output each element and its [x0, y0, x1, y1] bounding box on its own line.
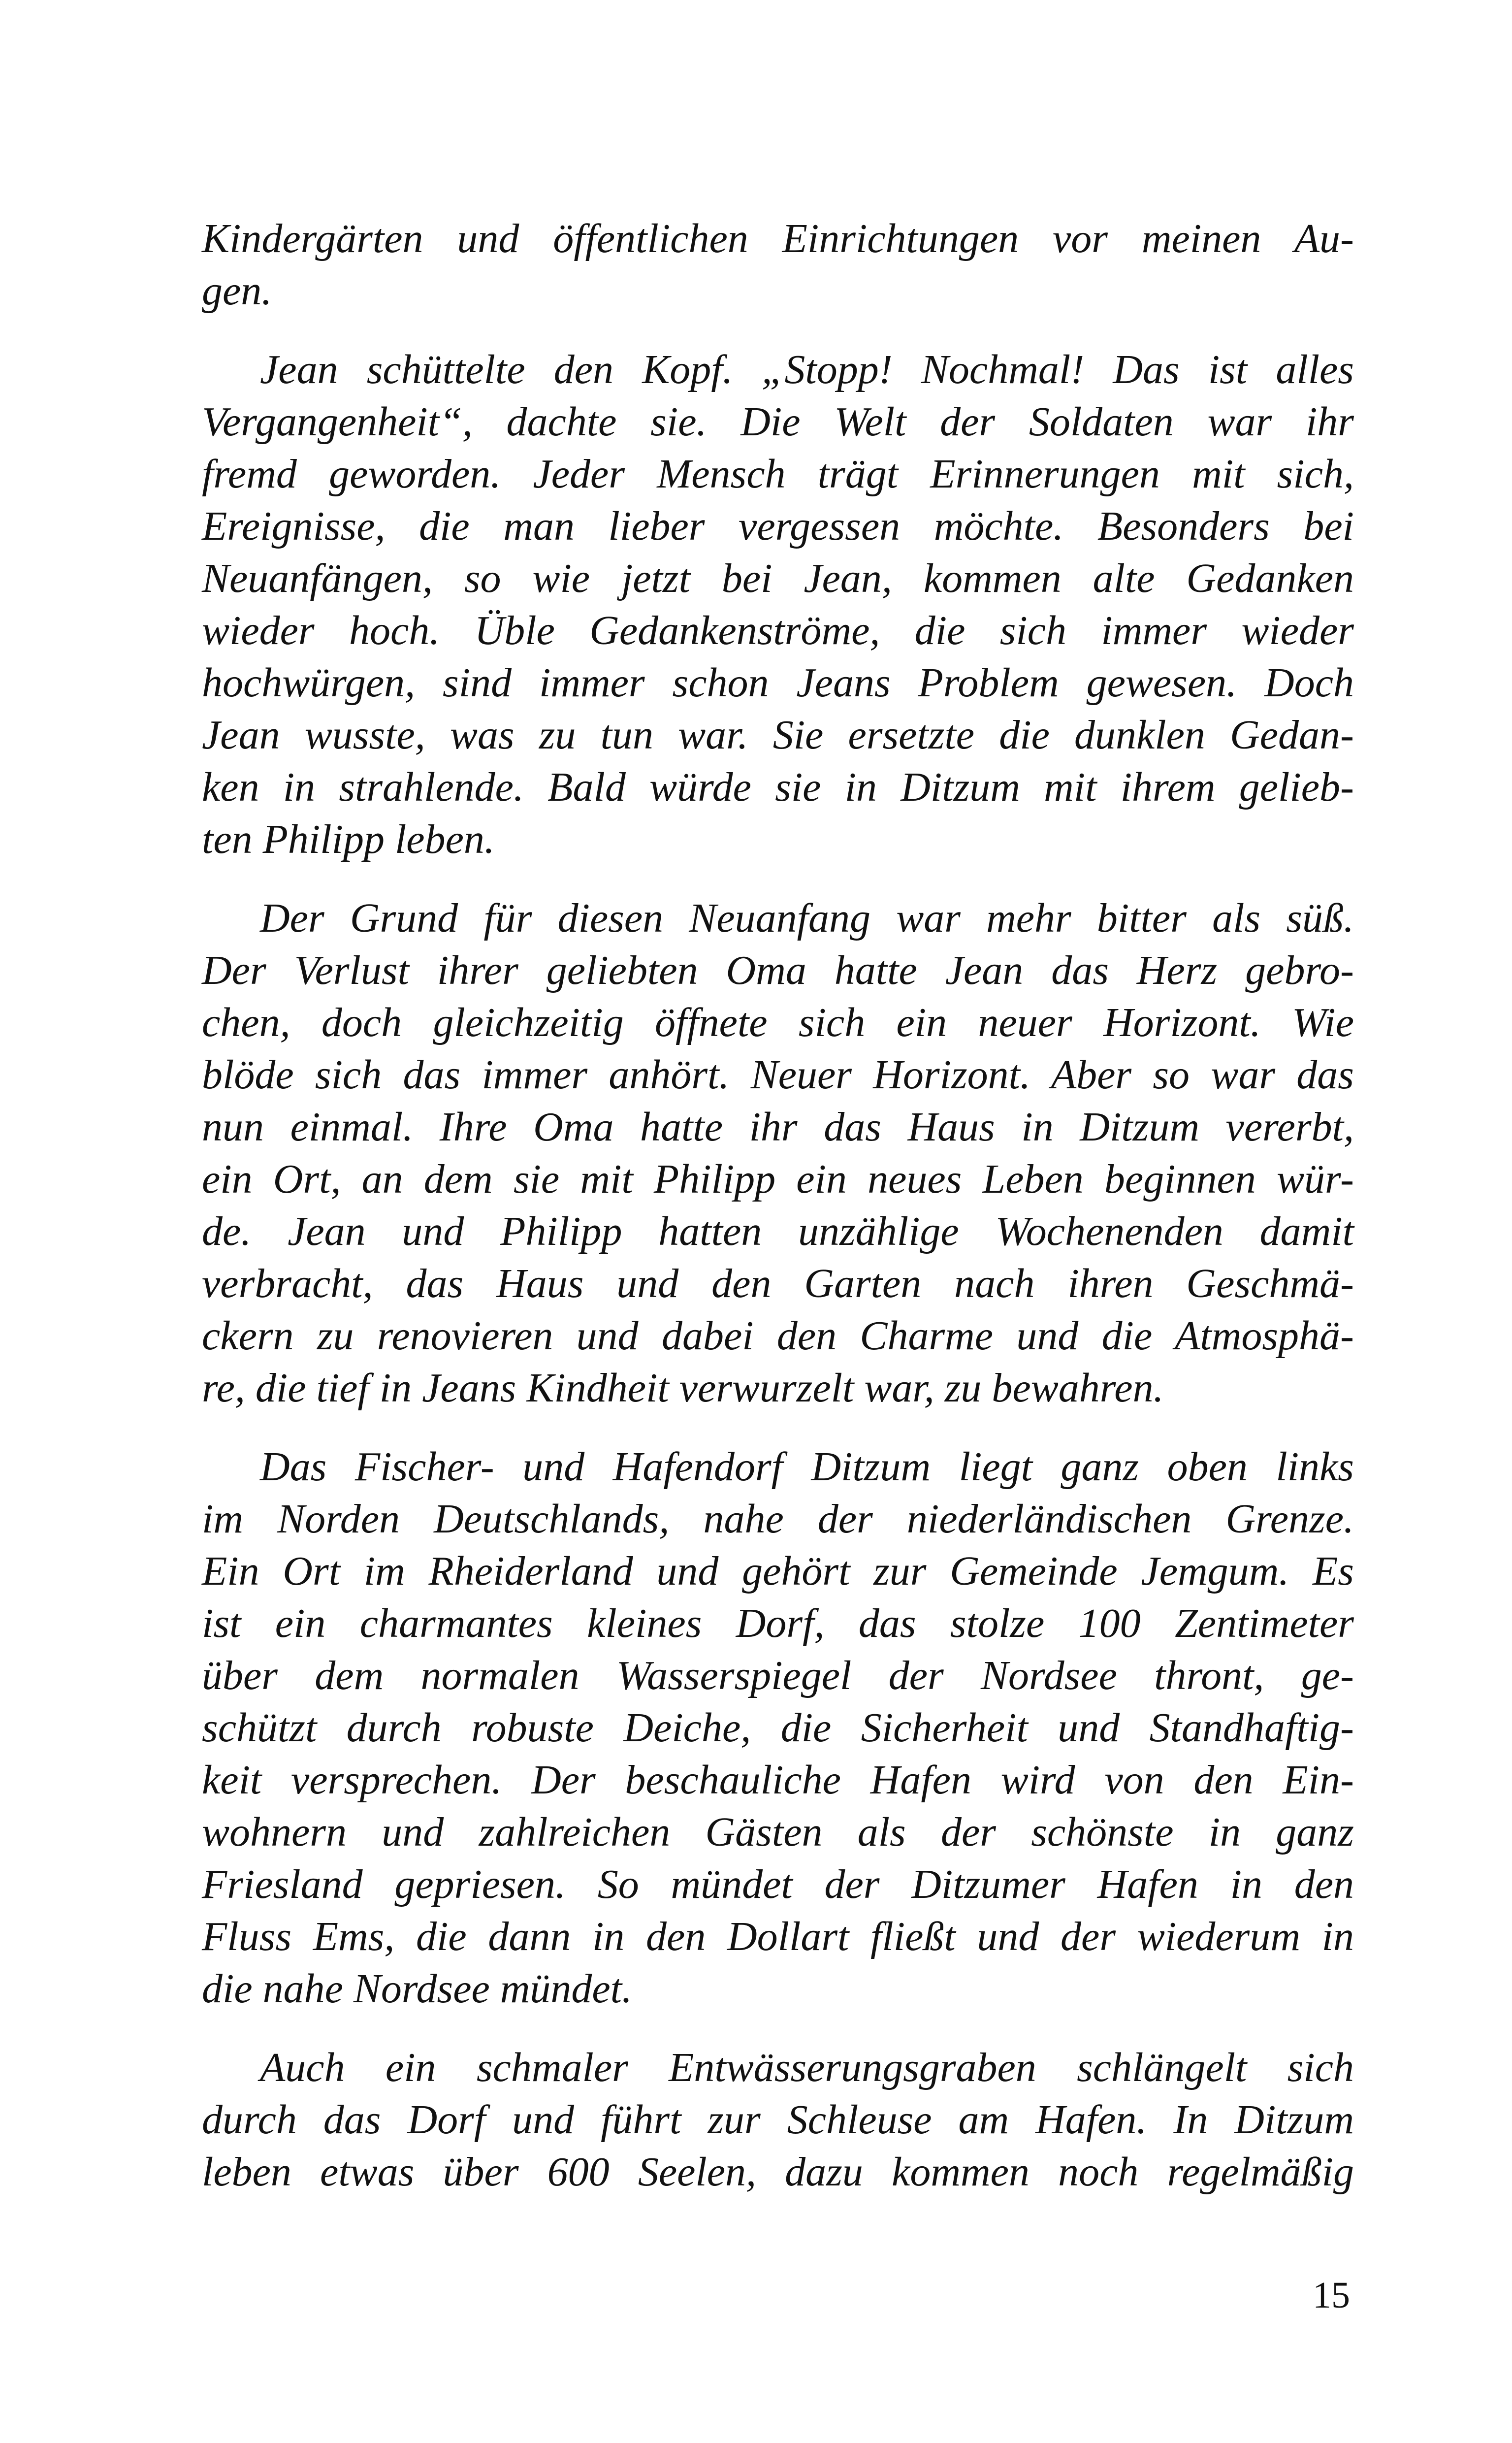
text-line: gen. — [202, 268, 272, 314]
text-line: im Norden Deutschlands, nahe der niederländischen Grenze. — [202, 1496, 1354, 1542]
page-number: 15 — [1313, 2275, 1350, 2316]
paragraph-5 — [202, 2042, 1354, 2198]
text-line: Das Fischer- und Hafendorf Ditzum liegt ganz oben links — [260, 1444, 1354, 1490]
text-line: über dem normalen Wasserspiegel der Nordsee thront, ge- — [202, 1653, 1354, 1698]
text-line: Friesland gepriesen. So mündet der Ditzumer Hafen in den — [202, 1861, 1354, 1907]
paragraph-4 — [202, 1441, 1354, 2015]
text-line: ten Philipp leben. — [202, 816, 495, 862]
text-line: Jean schüttelte den Kopf. „Stopp! Nochmal! Das ist alles — [260, 347, 1354, 392]
text-line: Kindergärten und öffentlichen Einrichtungen vor meinen Au- — [202, 216, 1354, 261]
text-line: Ein Ort im Rheiderland und gehört zur Gemeinde Jemgum. Es — [202, 1548, 1354, 1594]
paragraph-3 — [202, 892, 1354, 1414]
text-line: Der Grund für diesen Neuanfang war mehr bitter als süß. — [260, 895, 1354, 941]
text-line: fremd geworden. Jeder Mensch trägt Erinnerungen mit sich, — [202, 451, 1354, 497]
text-line: ken in strahlende. Bald würde sie in Ditzum mit ihrem gelieb- — [202, 764, 1354, 810]
text-line: de. Jean und Philipp hatten unzählige Wochenenden damit — [202, 1208, 1354, 1254]
text-line: ckern zu renovieren und dabei den Charme und die Atmosphä- — [202, 1313, 1354, 1359]
text-line: Ereignisse, die man lieber vergessen möchte. Besonders bei — [202, 503, 1354, 549]
text-line: nun einmal. Ihre Oma hatte ihr das Haus in Ditzum vererbt, — [202, 1104, 1354, 1150]
text-line: keit versprechen. Der beschauliche Hafen wird von den Ein- — [202, 1757, 1354, 1803]
body-text — [202, 213, 1354, 2225]
text-line: wieder hoch. Üble Gedankenströme, die sich immer wieder — [202, 608, 1354, 653]
text-line: Der Verlust ihrer geliebten Oma hatte Jean das Herz gebro- — [202, 947, 1354, 993]
text-line: chen, doch gleichzeitig öffnete sich ein neuer Horizont. Wie — [202, 1000, 1354, 1045]
text-line: die nahe Nordsee mündet. — [202, 1966, 633, 2012]
paragraph-1 — [202, 213, 1354, 317]
text-line: durch das Dorf und führt zur Schleuse am Hafen. In Ditzum — [202, 2097, 1354, 2143]
text-line: Fluss Ems, die dann in den Dollart fließt und der wiederum in — [202, 1914, 1354, 1959]
text-line: ist ein charmantes kleines Dorf, das stolze 100 Zentimeter — [202, 1600, 1354, 1646]
text-line: leben etwas über 600 Seelen, dazu kommen noch regelmäßig — [202, 2149, 1354, 2195]
paragraph-2 — [202, 344, 1354, 866]
text-line: schützt durch robuste Deiche, die Sicherheit und Standhaftig- — [202, 1705, 1354, 1751]
text-line: hochwürgen, sind immer schon Jeans Problem gewesen. Doch — [202, 660, 1354, 706]
text-line: re, die tief in Jeans Kindheit verwurzelt war, zu bewahren. — [202, 1365, 1164, 1411]
text-line: Jean wusste, was zu tun war. Sie ersetzte die dunklen Gedan- — [202, 712, 1354, 758]
text-line: wohnern und zahlreichen Gästen als der schönste in ganz — [202, 1809, 1354, 1855]
text-line: blöde sich das immer anhört. Neuer Horizont. Aber so war das — [202, 1052, 1354, 1098]
text-line: Vergangenheit“, dachte sie. Die Welt der Soldaten war ihr — [202, 399, 1354, 445]
text-line: Auch ein schmaler Entwässerungsgraben schlängelt sich — [260, 2045, 1354, 2090]
text-line: Neuanfängen, so wie jetzt bei Jean, kommen alte Gedanken — [202, 555, 1354, 601]
text-line: verbracht, das Haus und den Garten nach ihren Geschmä- — [202, 1261, 1354, 1306]
text-line: ein Ort, an dem sie mit Philipp ein neues Leben beginnen wür- — [202, 1156, 1354, 1202]
